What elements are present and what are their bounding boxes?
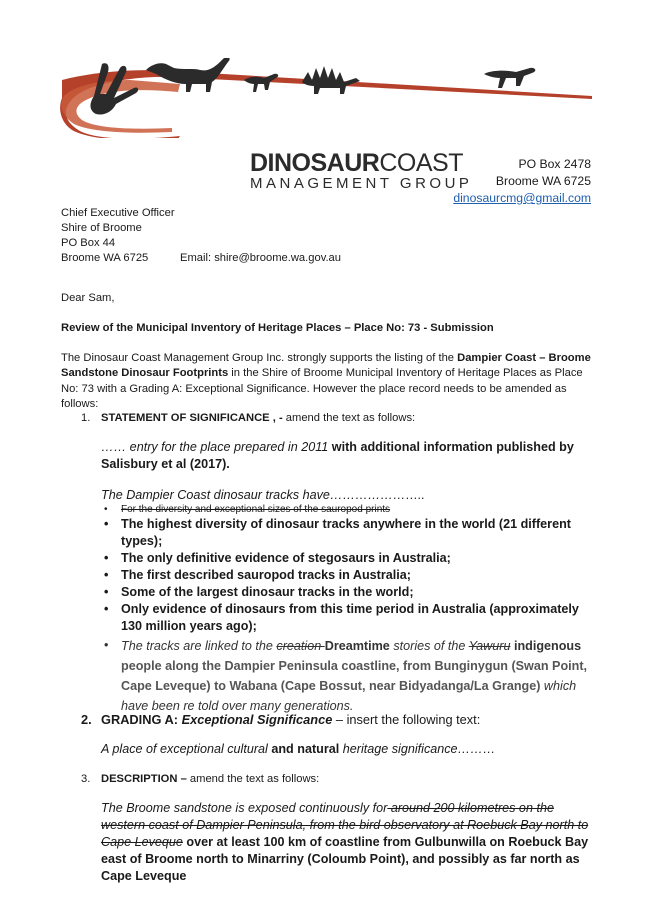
- recipient-address: [61, 206, 341, 266]
- salutation: Dear Sam,: [61, 292, 115, 304]
- list-item: • Some of the largest dinosaur tracks in the world;: [101, 584, 591, 601]
- recipient-line: Shire of Broome: [61, 222, 142, 234]
- sender-town: Broome WA 6725: [495, 174, 591, 188]
- section-2-paragraph: A place of exceptional cultural and natural heritage significance………: [101, 742, 496, 756]
- sender-po-box: PO Box 2478: [518, 157, 591, 171]
- section-1-heading: 1. STATEMENT OF SIGNIFICANCE , - amend the text as follows:: [81, 412, 416, 424]
- struck-bullet: • For the diversity and exceptional sizes of the sauropod prints: [101, 503, 591, 516]
- sender-address: [453, 156, 591, 207]
- sender-email-link[interactable]: dinosaurcmg@gmail.com: [453, 191, 591, 205]
- section-1-lead: The Dampier Coast dinosaur tracks have…………………..: [101, 488, 426, 502]
- recipient-line: Chief Executive Officer: [61, 207, 175, 219]
- recipient-line: Broome WA 6725: [61, 252, 149, 264]
- subject-line: Review of the Municipal Inventory of Heritage Places – Place No: 73 - Submission: [61, 322, 494, 334]
- recipient-email: Email: shire@broome.wa.gov.au: [180, 252, 342, 264]
- logo-graphic: [60, 58, 600, 138]
- list-item: • The highest diversity of dinosaur tracks anywhere in the world (21 different types);: [101, 516, 591, 550]
- list-item-dreamtime: • The tracks are linked to the creation Dreamtime stories of the Yawuru indigenous people along the Dampier Peninsula coastline, from Bunginygun (Swan Point, Cape Leveque) to Wabana (Cape Bossut, near Bidyadanga/La Grange) which have been re told over many generations.: [101, 635, 591, 716]
- logo-title: DINOSAURCOAST: [250, 149, 463, 177]
- logo-subtitle: MANAGEMENT GROUP: [250, 175, 473, 192]
- section-3-heading: 3. DESCRIPTION – amend the text as follows:: [81, 773, 320, 785]
- list-item: • The first described sauropod tracks in Australia;: [101, 567, 591, 584]
- recipient-line: PO Box 44: [61, 237, 116, 249]
- list-item: • The only definitive evidence of stegosaurs in Australia;: [101, 550, 591, 567]
- section-2-heading: 2. GRADING A: Exceptional Significance – insert the following text:: [81, 712, 481, 727]
- list-item: • Only evidence of dinosaurs from this time period in Australia (approximately 130 million years ago);: [101, 601, 591, 635]
- section-1-paragraph: …… entry for the place prepared in 2011 with additional information published by Salisbury et al (2017).: [101, 440, 574, 471]
- theropod-right-icon: [484, 68, 535, 88]
- stegosaur-icon: [302, 66, 360, 94]
- significance-list: [101, 503, 591, 716]
- intro-paragraph: The Dinosaur Coast Management Group Inc. strongly supports the listing of the Dampier Coast – Broome Sandstone Dinosaur Footprints in the Shire of Broome Municipal Inventory of Heritage Places as Place No: 73 with a Grading A: Exceptional Significance. However the place record needs to be amended as follows:: [61, 352, 591, 410]
- section-3-paragraph: The Broome sandstone is exposed continuously for around 200 kilometres on the western coast of Dampier Peninsula, from the bird observatory at Roebuck Bay north to Cape Leveque over at least 100 km of coastline from Gulbunwilla on Roebuck Bay east of Broome north to Minarriny (Coloumb Point), and possibly as far north as Cape Leveque: [101, 801, 589, 883]
